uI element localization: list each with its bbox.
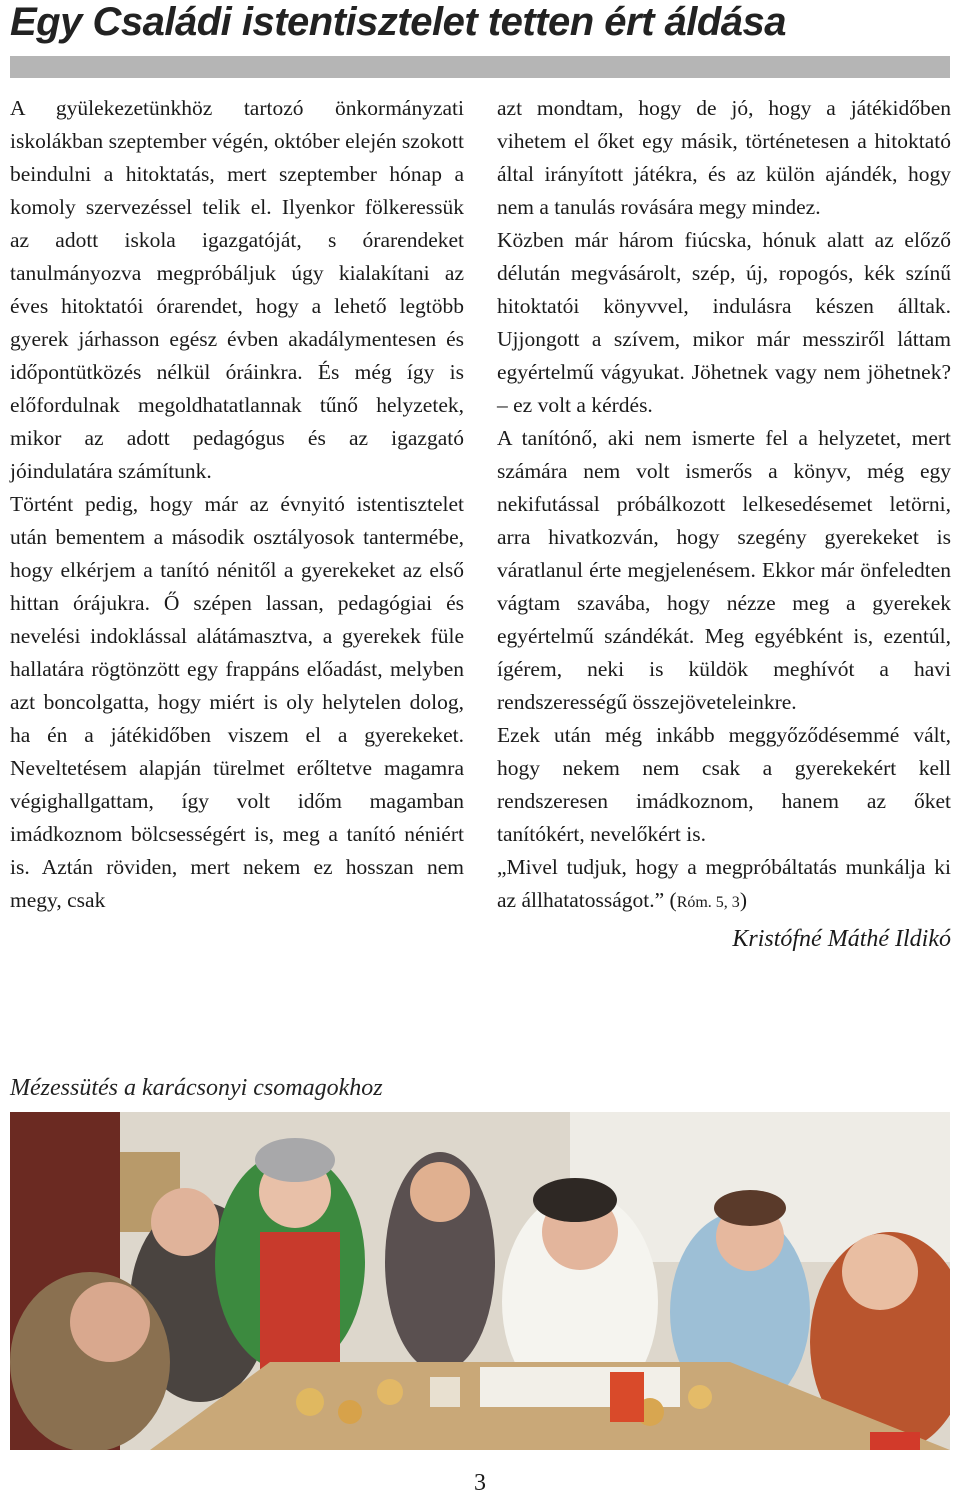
paragraph: A gyülekezetünkhöz tartozó önkormányzati iskolákban szeptember végén, október elején szokott beindulni a hitoktatás, mert szeptember hónap a komoly szervezéssel telik el. Ilyenkor fölkeressük az adott iskola igazgatóját, s órarendeket tanulmányozva megpróbáljuk úgy kialakítani az éves hitoktatói órarendet, hogy a lehető legtöbb gyerek járhasson egész évben akadálymentesen és időpontütközés nélkül óráinkra. És még így is előfordulnak megoldhatatlannak tűnő helyzetek, mikor az adott pedagógus és az igazgató jóindulatára számítunk.	[10, 96, 464, 483]
article-title: Egy Családi istentisztelet tetten ért áldása	[10, 0, 787, 44]
photo-illustration	[10, 1112, 950, 1450]
paragraph: Ezek után még inkább meggyőződésemmé vált, hogy nekem nem csak a gyerekekért kell rendszeresen imádkoznom, hanem az őket tanítókért, nevelőkért is.	[497, 723, 951, 846]
right-column	[497, 92, 951, 957]
photo-baking-cookies	[10, 1112, 950, 1450]
quote-text: „Mivel tudjuk, hogy a megpróbáltatás munkálja ki az állhatatosságot.” (	[497, 855, 951, 912]
quote-reference: Róm. 5, 3	[676, 894, 740, 911]
paragraph: Történt pedig, hogy már az évnyitó istentisztelet után bementem a második osztályosok tantermébe, hogy elkérjem a tanító nénitől a gyerekeket az első hittan órájukra. Ő szépen lassan, pedagógiai és nevelési indoklással alátámasztva, a gyerekek füle hallatára rögtönzött egy frappáns előadást, melyben azt boncolgatta, hogy miért is oly helytelen dolog, ha én a játékidőben viszem el a gyerekeket. Neveltetésem alapján türelmet erőltetve magamra végighallgattam, így volt időm magamban imádkoznom bölcsességért is, meg a tanító néniért is. Aztán röviden, mert nekem ez hosszan nem megy, csak	[10, 492, 464, 912]
title-underline-bar	[10, 56, 950, 78]
photo-caption: Mézessütés a karácsonyi csomagokhoz	[10, 1075, 383, 1101]
left-column	[10, 92, 464, 917]
paragraph: Közben már három fiúcska, hónuk alatt az előző délután megvásárolt, szép, új, ropogós, kék színű hitoktatói könyvvel, indulásra készen álltak. Ujjongott a szívem, mikor már messziről láttam egyértelmű vágyukat. Jöhetnek vagy nem jöhetnek? – ez volt a kérdés.	[497, 228, 951, 417]
bible-quote	[497, 851, 951, 919]
author-signature: Kristófné Máthé Ildikó	[732, 926, 951, 952]
paragraph: A tanítónő, aki nem ismerte fel a helyzetet, mert számára nem volt ismerős a könyv, még egy nekifutással próbálkozott lelkesedésemet letörni, arra hivatkozván, hogy szegény gyerekeket is váratlanul érte megjelenésem. Ekkor már önfeledten vágtam szavába, hogy nézze meg a gyerekek egyértelmű szándékát. Meg egyébként is, ezentúl, ígérem, neki is küldök meghívót a havi rendszerességű összejöveteleinkre.	[497, 426, 951, 714]
paragraph: azt mondtam, hogy de jó, hogy a játékidőben vihetem el őket egy másik, történetesen a hitoktató által irányított játékra, és az külön ajándék, hogy nem a tanulás rovására megy mindez.	[497, 96, 951, 219]
page-number: 3	[474, 1470, 486, 1496]
quote-close: )	[739, 888, 747, 912]
